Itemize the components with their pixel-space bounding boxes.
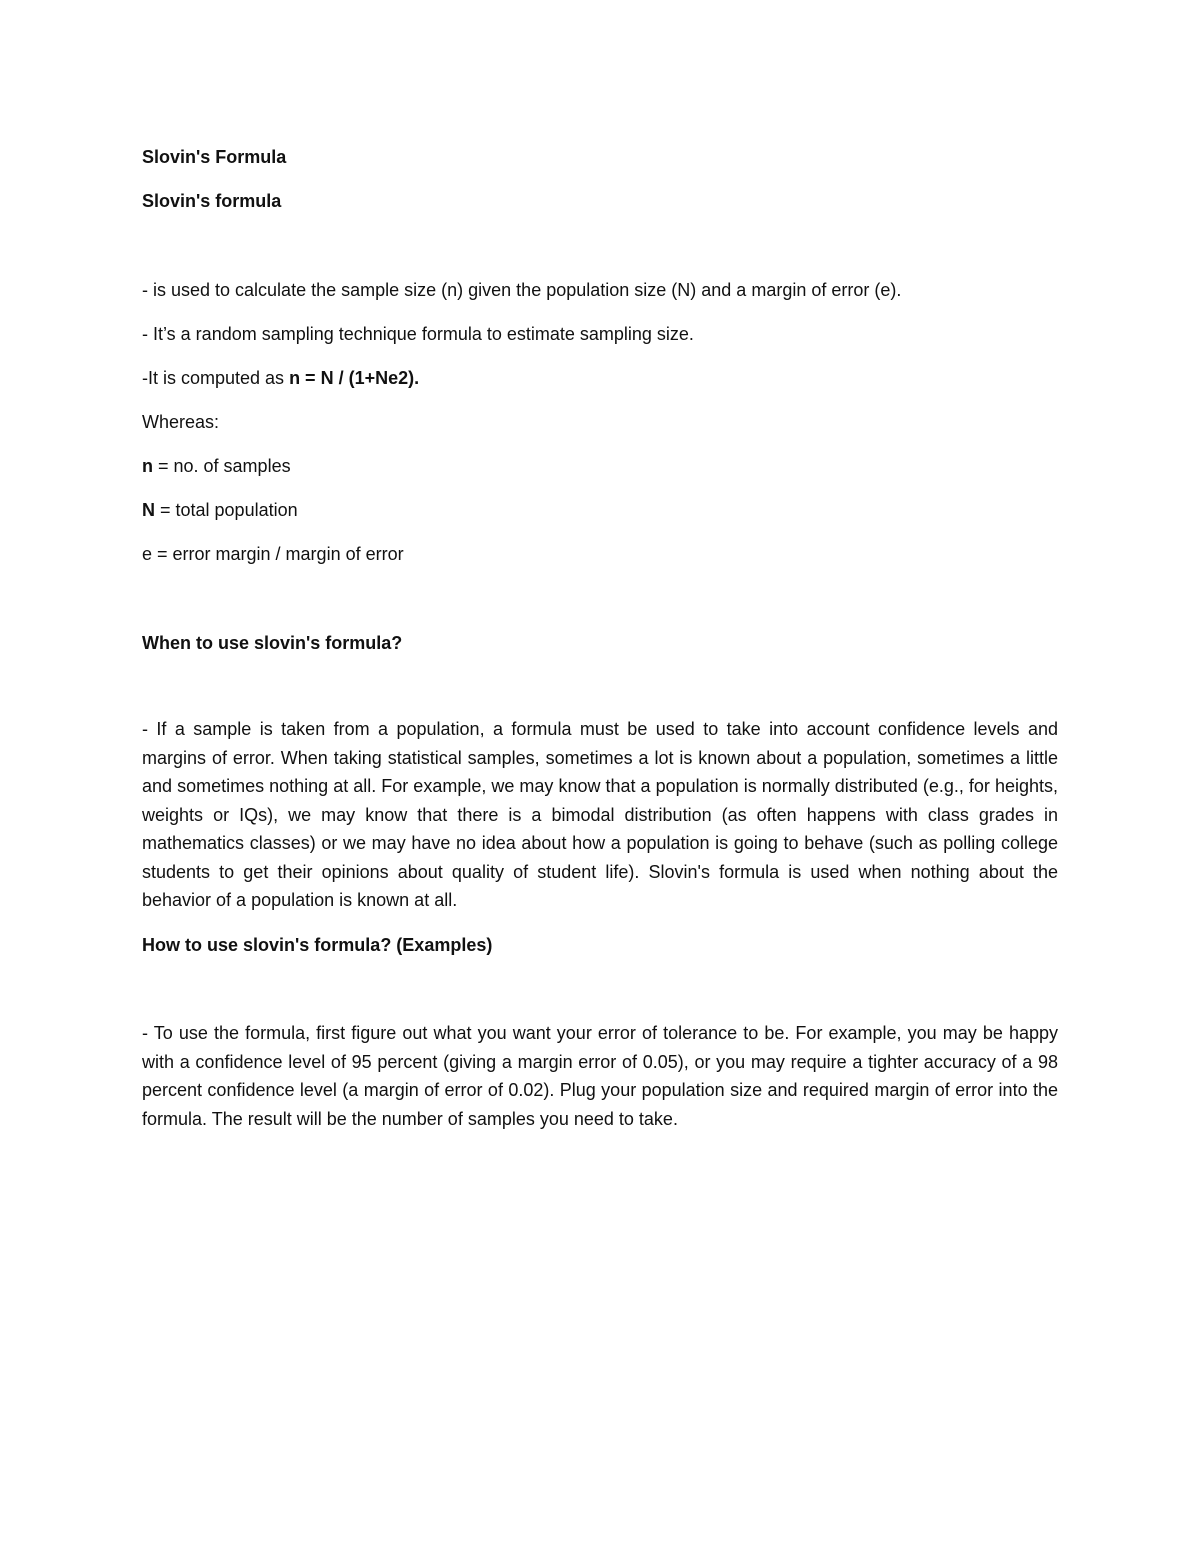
variable-definition xyxy=(142,455,291,477)
section-heading-how: How to use slovin's formula? (Examples) xyxy=(142,935,493,955)
variable-symbol: n xyxy=(142,456,153,476)
computed-line xyxy=(142,367,419,389)
variable-symbol: e xyxy=(142,544,153,564)
variable-definition xyxy=(142,543,404,565)
formula-text: n = N / (1+Ne2). xyxy=(289,368,420,388)
document-title: Slovin's Formula xyxy=(142,147,287,167)
variable-symbol: N xyxy=(142,500,155,520)
document-subtitle: Slovin's formula xyxy=(142,191,282,211)
variable-meaning: = error margin / margin of error xyxy=(152,544,404,564)
computed-prefix: -It is computed as xyxy=(142,368,290,388)
section-body-how: - To use the formula, first figure out what you want your error of tolerance to be. For example, you may be happy with a confidence level of 95 percent (giving a margin error of 0.05), or you may require a tighter accuracy of a 98 percent confidence level (a margin of error of 0.02). Plug your population size and required margin of error into the formula. The result will be the number of samples you need to take. xyxy=(142,1023,1058,1129)
definition-line: - is used to calculate the sample size (n) given the population size (N) and a margin of error (e). xyxy=(142,280,902,300)
section-body-when: - If a sample is taken from a population, a formula must be used to take into account confidence levels and margins of error. When taking statistical samples, sometimes a lot is known about a population, sometimes a little and sometimes nothing at all. For example, we may know that a population is normally distributed (e.g., for heights, weights or IQs), we may know that there is a bimodal distribution (as often happens with class grades in mathematics classes) or we may have no idea about how a population is going to behave (such as polling college students to get their opinions about quality of student life). Slovin's formula is used when nothing about the behavior of a population is known at all. xyxy=(142,719,1058,910)
variable-meaning: = total population xyxy=(155,500,298,520)
section-heading-when: When to use slovin's formula? xyxy=(142,633,403,653)
definition-line: - It’s a random sampling technique formula to estimate sampling size. xyxy=(142,324,694,344)
variable-definition xyxy=(142,499,298,521)
variable-meaning: = no. of samples xyxy=(153,456,291,476)
whereas-label: Whereas: xyxy=(142,412,220,432)
